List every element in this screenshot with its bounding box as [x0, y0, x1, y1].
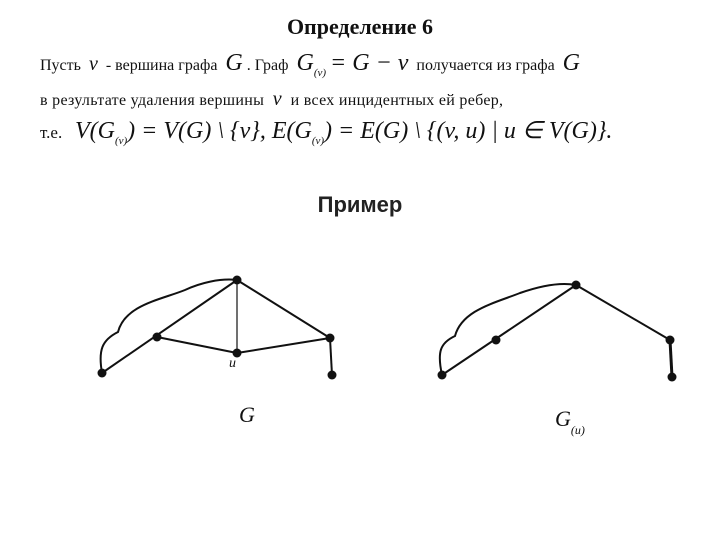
- vertex: [326, 334, 335, 343]
- edge: [330, 338, 332, 375]
- graph-g-label: [239, 402, 255, 428]
- definition-title: Определение 6: [286, 14, 434, 39]
- graph-label-subscript: (u): [570, 423, 585, 437]
- text-fragment: . Граф: [246, 57, 289, 74]
- graph-label-text: G: [239, 402, 255, 427]
- vertex: [572, 281, 581, 290]
- edge: [670, 340, 672, 377]
- formula-part: V(G: [74, 118, 115, 144]
- formula-part: ) = V(G) \ {v}, E(G: [127, 118, 312, 144]
- vertex: [668, 373, 677, 382]
- vertex: [328, 371, 337, 380]
- subscript: (v): [313, 67, 327, 79]
- graph-symbol: G: [296, 50, 314, 76]
- prefix: т.е.: [40, 123, 63, 142]
- edge: [576, 285, 670, 340]
- vertex: [438, 371, 447, 380]
- text-fragment: получается из графа: [416, 57, 555, 74]
- edge: [442, 285, 576, 375]
- edge: [237, 280, 330, 338]
- formula-part: ) = E(G) \ {(v, u) | u ∈ V(G)}.: [324, 118, 613, 144]
- vertex-symbol: v: [88, 53, 98, 75]
- edge: [157, 337, 237, 353]
- subscript: (v): [114, 135, 128, 147]
- graph-label-text: G: [555, 406, 571, 431]
- vertex: [98, 369, 107, 378]
- vertex: [492, 336, 501, 345]
- text-fragment: и всех инцидентных ей ребер,: [290, 92, 504, 109]
- vertex-u-label: u: [229, 356, 236, 371]
- graph-symbol: G: [562, 50, 581, 76]
- subscript: (v): [311, 135, 325, 147]
- text-fragment: - вершина графа: [105, 57, 218, 74]
- vertex: [233, 276, 242, 285]
- equation: = G − v: [330, 50, 409, 76]
- vertex-symbol: v: [272, 88, 282, 110]
- edge: [237, 338, 330, 353]
- graph-g-vertices: [98, 276, 337, 380]
- edge: [102, 280, 237, 373]
- graph-g-edges: [101, 280, 332, 375]
- example-heading: Пример: [317, 192, 403, 217]
- text-fragment: в результате удаления вершины: [40, 92, 265, 109]
- graph-gu-label: [555, 406, 585, 438]
- graph-gu-vertices: [438, 281, 677, 382]
- vertex: [153, 333, 162, 342]
- graph-gu-edges: [440, 284, 672, 377]
- text-fragment: Пусть: [40, 57, 81, 74]
- vertex: [666, 336, 675, 345]
- graph-symbol: G: [225, 50, 243, 76]
